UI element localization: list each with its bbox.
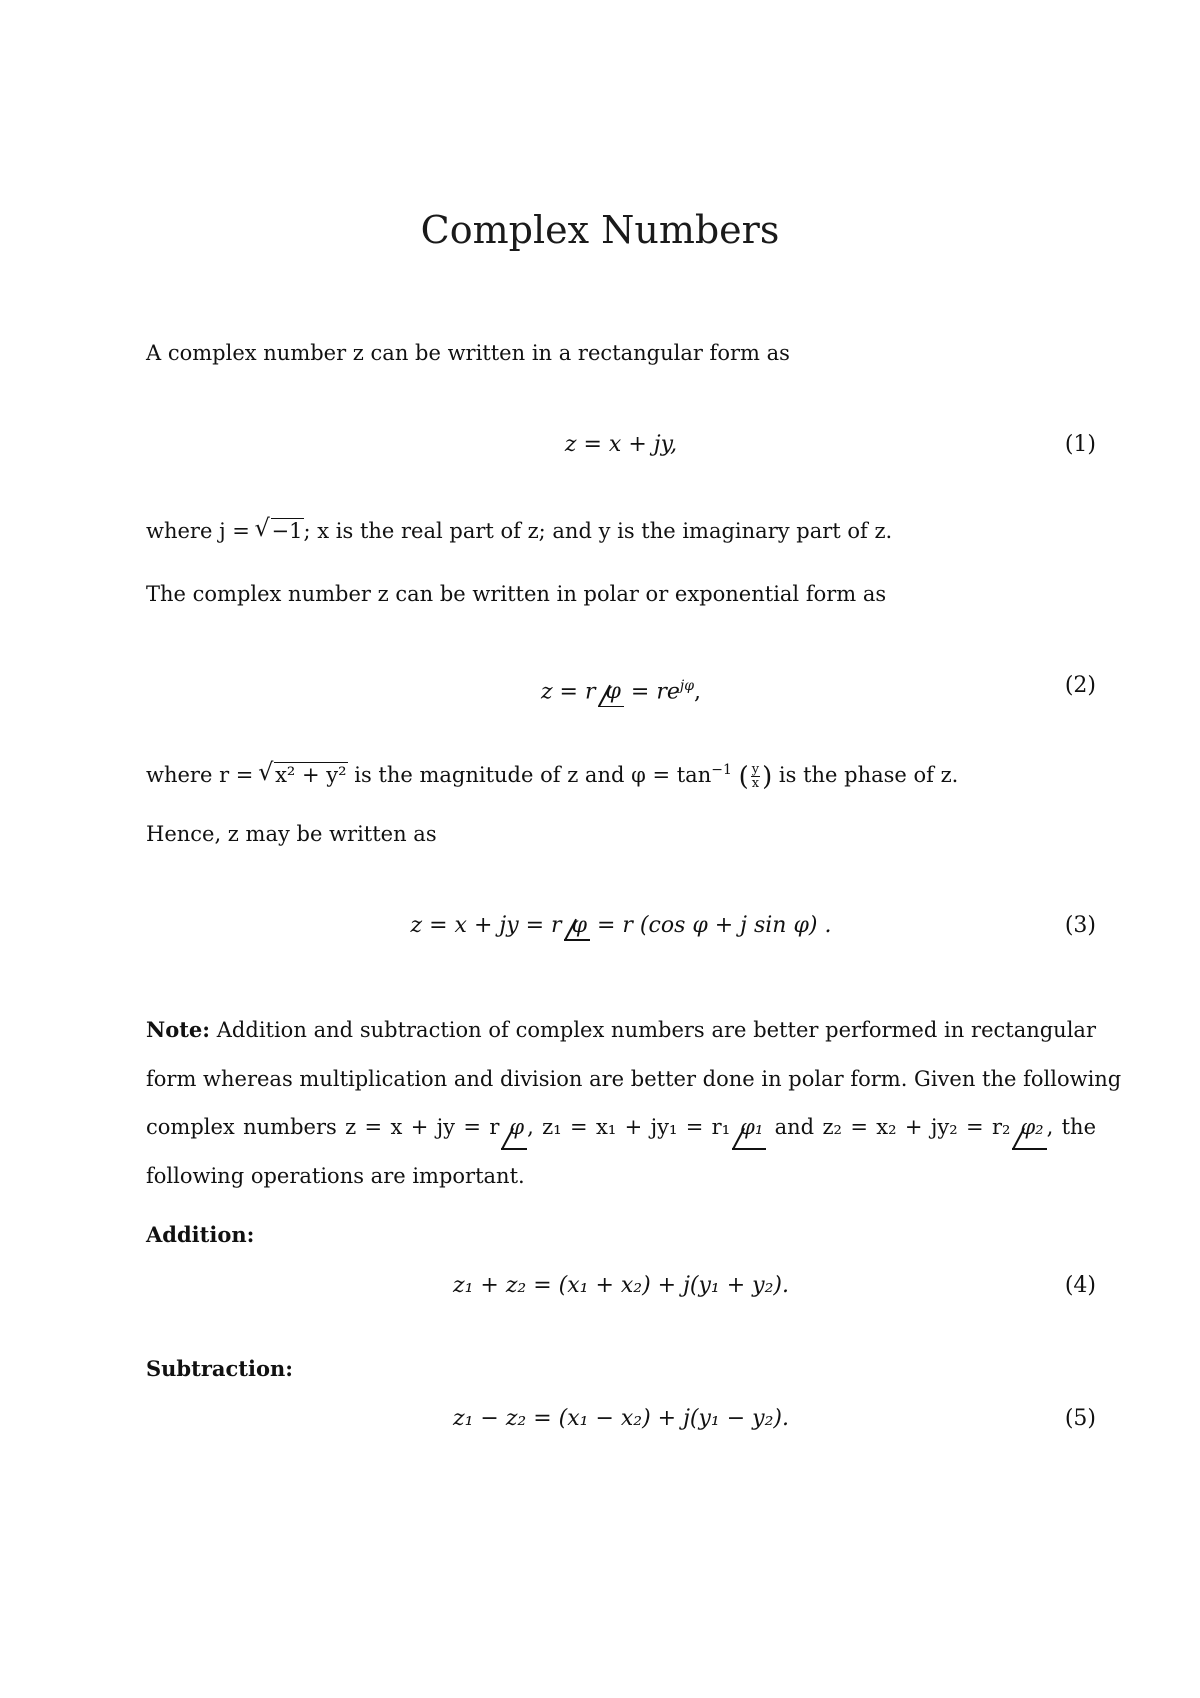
para4-middle: is the magnitude of z and φ = tan bbox=[347, 763, 712, 787]
note-line3-d: , the bbox=[1046, 1115, 1096, 1139]
subtraction-heading: Subtraction: bbox=[146, 1356, 293, 1381]
eq1-rhs: x + jy, bbox=[608, 432, 678, 457]
angle-symbol-n1 bbox=[499, 1103, 527, 1152]
equation-4-formula: z₁ + z₂ = (x₁ + x₂) + j(y₁ + y₂). bbox=[452, 1273, 789, 1298]
hence-paragraph: Hence, z may be written as bbox=[146, 822, 437, 846]
para4-prefix: where r = bbox=[146, 763, 261, 787]
para2-prefix: where j = bbox=[146, 519, 257, 543]
note-line-4: following operations are important. bbox=[146, 1163, 525, 1188]
note-paragraph bbox=[146, 1006, 1122, 1200]
equation-5-formula: z₁ − z₂ = (x₁ − x₂) + j(y₁ − y₂). bbox=[452, 1406, 789, 1431]
equation-2-number: (2) bbox=[1064, 673, 1096, 698]
note-angle-2: φ₁ bbox=[740, 1115, 764, 1139]
eq3-post: = r (cos φ + j sin φ) . bbox=[589, 913, 832, 938]
equation-3-formula bbox=[146, 909, 1096, 943]
eq3-angle: φ bbox=[571, 913, 587, 938]
frac-denominator: x bbox=[751, 776, 760, 791]
note-line1-text: Addition and subtraction of complex numbers are better performed in rectangular bbox=[210, 1018, 1096, 1042]
note-angle-1: φ bbox=[509, 1115, 525, 1139]
note-line3-c: and z₂ = x₂ + jy₂ = r₂ bbox=[766, 1115, 1011, 1139]
equation-1 bbox=[146, 428, 1096, 462]
eq2-tail: , bbox=[694, 679, 702, 705]
eq1-lhs: z bbox=[564, 432, 577, 457]
sqrt-symbol-2 bbox=[260, 761, 348, 789]
equation-5-number: (5) bbox=[1064, 1406, 1096, 1431]
eq2-exponent: jφ bbox=[679, 678, 695, 694]
angle-symbol-n2 bbox=[730, 1103, 766, 1152]
polar-intro-paragraph: The complex number z can be written in polar or exponential form as bbox=[146, 582, 887, 606]
para4-suffix: is the phase of z. bbox=[772, 763, 959, 787]
frac-numerator: y bbox=[751, 762, 760, 777]
eq2-text: z = r bbox=[540, 679, 596, 705]
equation-2 bbox=[146, 669, 1096, 703]
para2-suffix: ; x is the real part of z; and y is the imaginary part of z. bbox=[303, 519, 893, 543]
para4-sup: −1 bbox=[711, 762, 732, 778]
fraction bbox=[751, 763, 760, 790]
eq2-rest: = re bbox=[623, 679, 680, 705]
eq2-angle: φ bbox=[605, 679, 621, 705]
angle-symbol bbox=[596, 675, 624, 709]
equation-4 bbox=[146, 1269, 1096, 1303]
sqrt-symbol bbox=[257, 517, 304, 545]
equation-3-number: (3) bbox=[1064, 913, 1096, 938]
eq3-pre: z = x + jy = r bbox=[410, 913, 562, 938]
equation-2-formula bbox=[146, 669, 1096, 709]
note-line-3 bbox=[146, 1103, 1096, 1152]
note-label: Note: bbox=[146, 1017, 211, 1042]
note-line3-a: complex numbers z = x + jy = r bbox=[146, 1115, 500, 1139]
note-line-2: form whereas multiplication and division are better done in polar form. Given the following bbox=[146, 1066, 1122, 1091]
intro-paragraph: A complex number z can be written in a rectangular form as bbox=[146, 341, 790, 365]
angle-symbol-n3 bbox=[1010, 1103, 1046, 1152]
para4-radicand: x² + y² bbox=[275, 763, 347, 787]
note-line3-b: , z₁ = x₁ + jy₁ = r₁ bbox=[527, 1115, 731, 1139]
para2-radicand: −1 bbox=[271, 519, 303, 543]
note-line-1 bbox=[146, 1006, 1096, 1055]
definition-paragraph bbox=[146, 517, 1096, 545]
equation-1-number: (1) bbox=[1064, 432, 1096, 457]
magnitude-paragraph: where r = √ x² + y² is the magnitude of z and $\varphi = \tan^{-1}$ ( $\frac{y}{x}$ ) is the phase of z. bbox=[146, 756, 1096, 791]
page-title: Complex Numbers bbox=[420, 208, 780, 252]
addition-heading: Addition: bbox=[146, 1222, 255, 1247]
equation-3 bbox=[146, 909, 1096, 943]
equation-5 bbox=[146, 1402, 1096, 1436]
equation-4-number: (4) bbox=[1064, 1273, 1096, 1298]
note-angle-3: φ₂ bbox=[1020, 1115, 1044, 1139]
angle-symbol-3 bbox=[562, 909, 590, 943]
equation-1-formula: z = x + jy, bbox=[564, 432, 678, 457]
